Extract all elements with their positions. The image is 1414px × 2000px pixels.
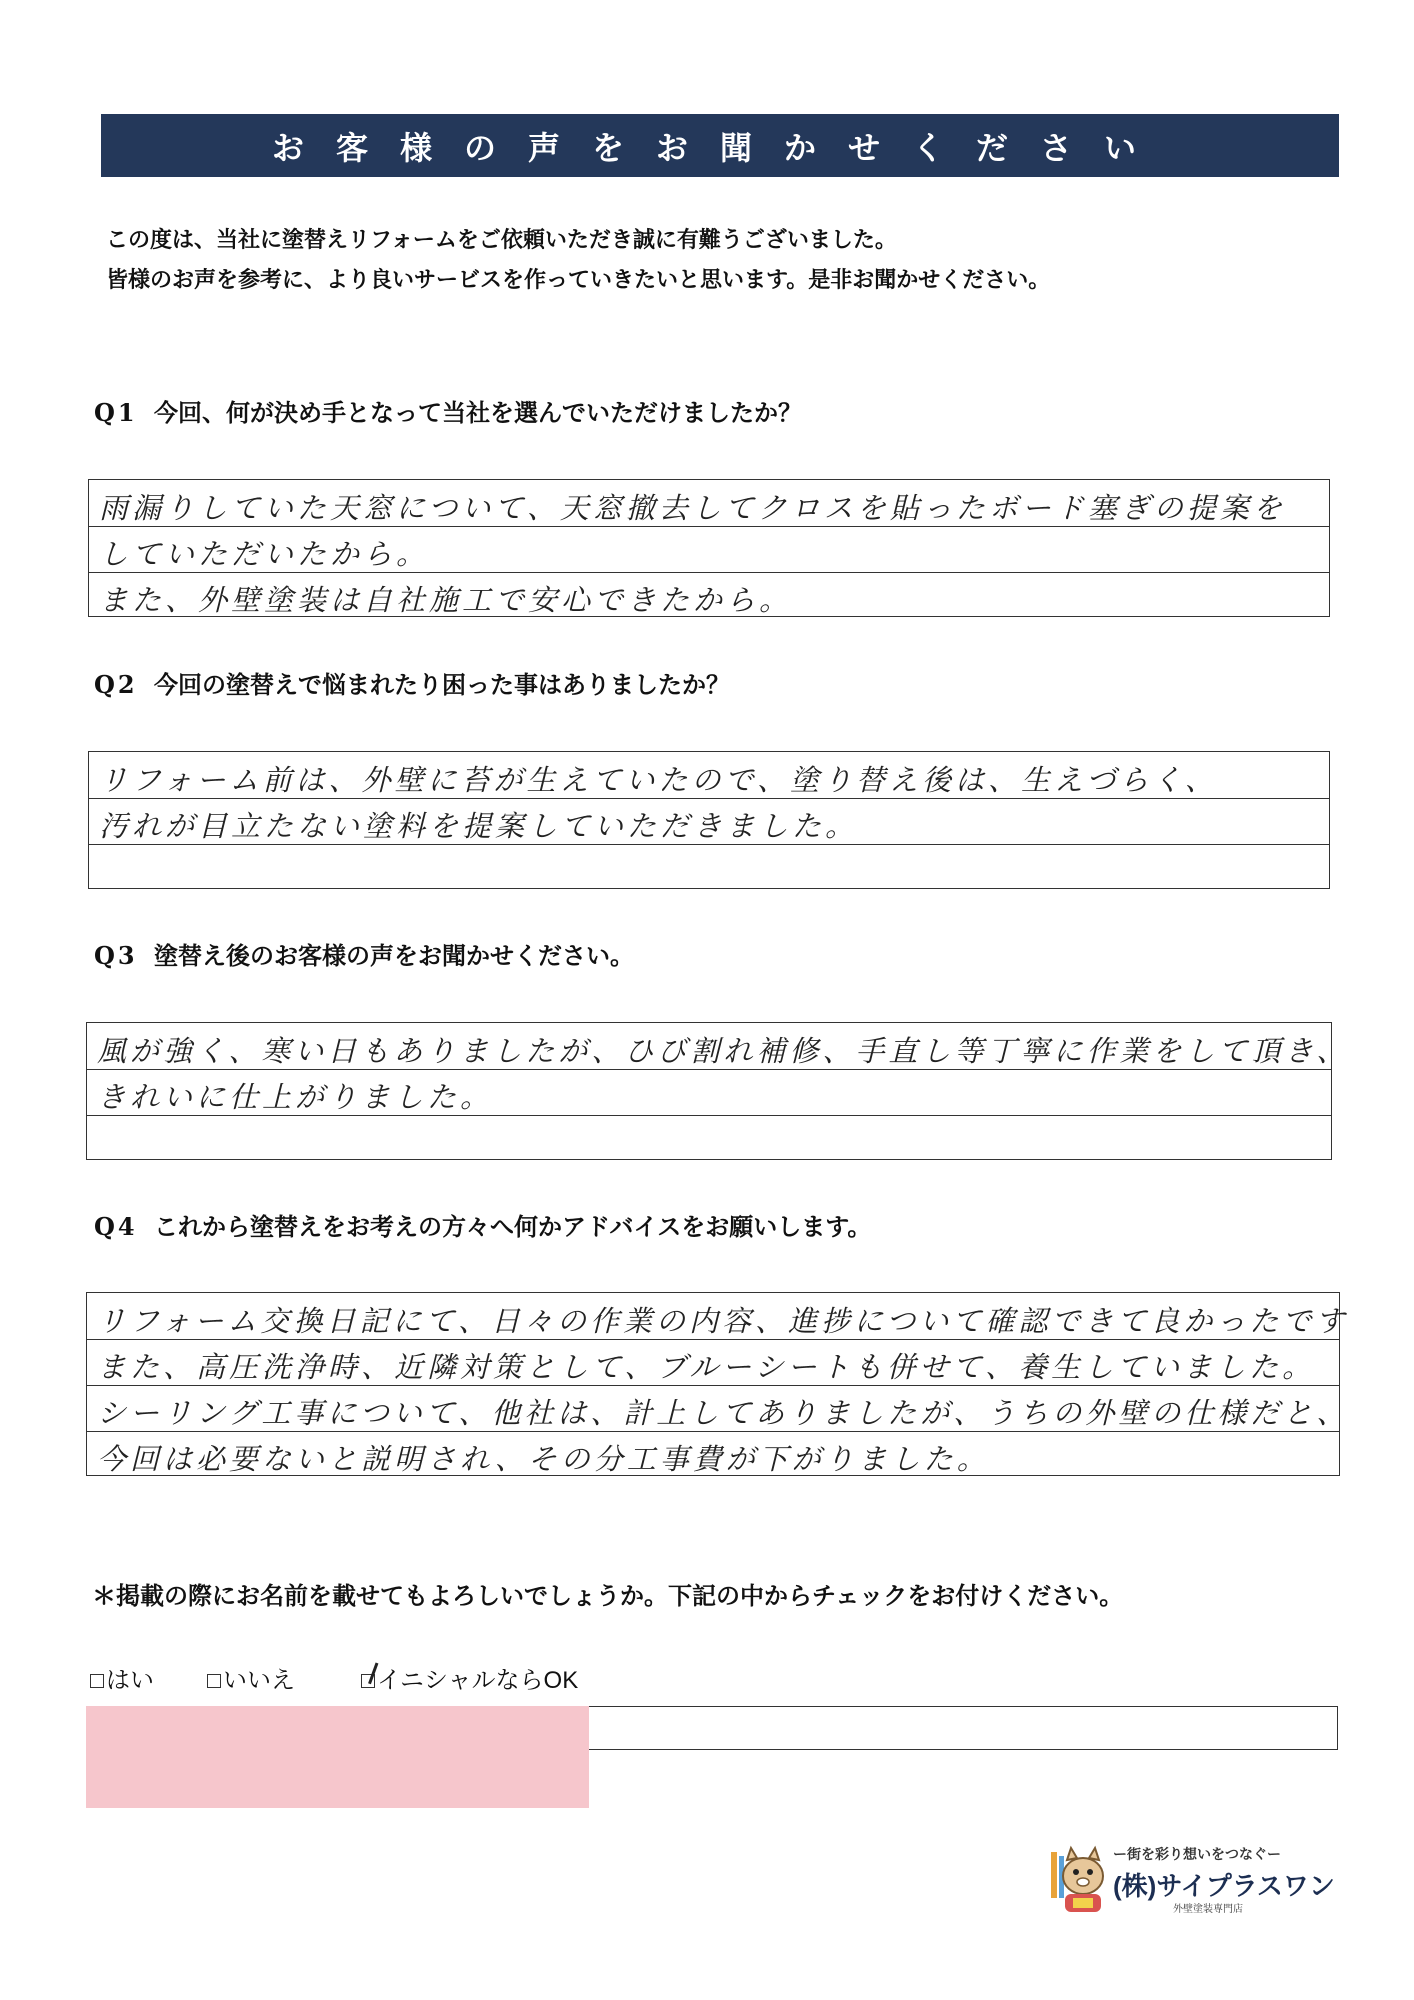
question-1 <box>94 393 802 428</box>
question-text: 今回の塗替えで悩まれたり困った事はありましたか？ <box>154 670 730 699</box>
question-4 <box>94 1207 871 1242</box>
logo-company-name: (株)サイプラスワン <box>1113 1871 1335 1901</box>
intro-line-1: この度は、当社に塗替えリフォームをご依頼いただき誠に有難うございました。 <box>106 227 897 253</box>
answer-box-q2[interactable] <box>88 751 1330 889</box>
answer-line-2: 汚れが目立たない塗料を提案していただきました。 <box>99 809 859 843</box>
question-3 <box>94 936 634 971</box>
question-text: 今回、何が決め手となって当社を選んでいただけましたか？ <box>154 398 802 427</box>
option-yes[interactable] <box>90 1660 154 1695</box>
publish-consent-question: ＊掲載の際にお名前を載せてもよろしいでしょうか。下記の中からチェックをお付けください。 <box>92 1581 1124 1610</box>
answer-line-1: リフォーム交換日記にて、日々の作業の内容、進捗について確認できて良かったです <box>97 1304 1349 1338</box>
question-number: Q2 <box>94 670 138 699</box>
question-text: これから塗替えをお考えの方々へ何かアドバイスをお願いします。 <box>154 1212 872 1241</box>
answer-line-4: 今回は必要ないと説明され、その分工事費が下がりました。 <box>97 1442 990 1476</box>
answer-box-q4[interactable] <box>86 1292 1350 1476</box>
option-label: いいえ <box>223 1667 295 1694</box>
intro-line-2: 皆様のお声を参考に、より良いサービスを作っていきたいと思います。是非お聞かせください。 <box>106 267 1051 293</box>
question-number: Q4 <box>94 1212 138 1241</box>
answer-line-1: リフォーム前は、外壁に苔が生えていたので、塗り替え後は、生えづらく、 <box>99 763 1218 797</box>
logo-tagline: ー街を彩り想いをつなぐー <box>1113 1846 1281 1862</box>
option-label: イニシャルならOK <box>377 1667 579 1694</box>
answer-line-1: 雨漏りしていた天窓について、天窓撤去してクロスを貼ったボード塞ぎの提案を <box>99 491 1286 525</box>
intro-text <box>106 220 1050 300</box>
answer-line-2: また、高圧洗浄時、近隣対策として、ブルーシートも併せて、養生していました。 <box>97 1350 1316 1384</box>
option-no[interactable] <box>207 1660 295 1695</box>
checkbox-checked-icon[interactable] <box>361 1674 375 1688</box>
answer-line-1: 風が強く、寒い日もありましたが、ひび割れ補修、手直し等丁寧に作業をして頂き、 <box>97 1034 1350 1068</box>
answer-line-3: また、外壁塗装は自社施工で安心できたから。 <box>99 583 793 617</box>
page-title: お客様の声をお聞かせください <box>101 114 1339 177</box>
redaction-block <box>86 1706 589 1808</box>
answer-box-q3[interactable] <box>86 1022 1350 1160</box>
question-text: 塗替え後のお客様の声をお聞かせください。 <box>154 941 634 970</box>
option-initials-ok[interactable] <box>361 1660 578 1695</box>
question-number: Q3 <box>94 941 138 970</box>
question-2 <box>94 665 730 700</box>
answer-line-2: していただいたから。 <box>99 537 430 571</box>
question-number: Q1 <box>94 398 138 427</box>
logo-subtitle: 外壁塗装専門店 <box>1173 1904 1243 1915</box>
answer-line-2: きれいに仕上がりました。 <box>97 1080 494 1114</box>
answer-box-q1[interactable] <box>88 479 1330 617</box>
answer-line-3: シーリング工事について、他社は、計上してありましたが、うちの外壁の仕様だと、 <box>97 1396 1350 1430</box>
mascot-icon <box>1047 1842 1109 1914</box>
company-logo <box>1047 1842 1337 1922</box>
option-label: はい <box>106 1667 154 1694</box>
checkbox-icon[interactable] <box>90 1674 104 1688</box>
checkbox-icon[interactable] <box>207 1674 221 1688</box>
